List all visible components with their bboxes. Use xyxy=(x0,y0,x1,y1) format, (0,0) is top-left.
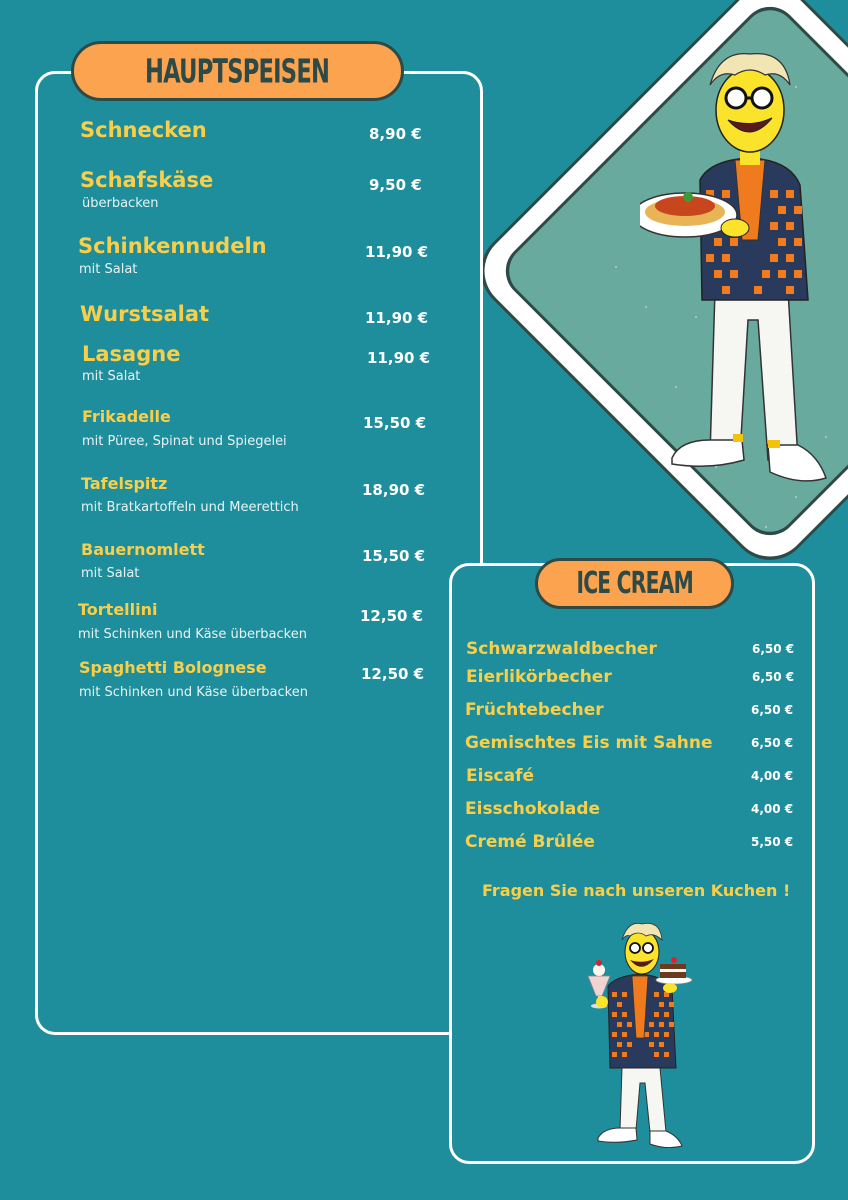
menu-item-description: mit Bratkartoffeln und Meerettich xyxy=(81,500,299,515)
menu-item-price: 15,50 € xyxy=(363,414,427,432)
ice-item-price: 6,50 € xyxy=(752,670,795,684)
menu-item-description: mit Salat xyxy=(81,566,140,581)
menu-item-name: Schinkennudeln xyxy=(78,234,267,258)
ice-item-price: 4,00 € xyxy=(751,769,794,783)
ice-item-name: Früchtebecher xyxy=(465,700,604,720)
menu-item-name: Tortellini xyxy=(78,600,158,619)
ice-item-name: Cremé Brûlée xyxy=(465,832,595,852)
menu-item-name: Wurstsalat xyxy=(80,302,210,326)
menu-item-price: 9,50 € xyxy=(369,176,422,194)
chef-with-sundae-and-cake-icon xyxy=(580,918,700,1148)
ice-item-price: 6,50 € xyxy=(751,703,794,717)
menu-item-description: mit Püree, Spinat und Spiegelei xyxy=(82,434,287,449)
ice-item-price: 6,50 € xyxy=(751,736,794,750)
chef-with-spaghetti-icon xyxy=(640,40,840,490)
menu-item-name: Schnecken xyxy=(80,118,207,142)
menu-item-description: überbacken xyxy=(82,196,159,211)
menu-item-price: 8,90 € xyxy=(369,125,422,143)
menu-item-name: Tafelspitz xyxy=(81,474,168,493)
menu-item-description: mit Schinken und Käse überbacken xyxy=(79,685,308,700)
ice-item-price: 4,00 € xyxy=(751,802,794,816)
ice-cream-title: ICE CREAM xyxy=(576,566,693,601)
menu-item-price: 15,50 € xyxy=(362,547,426,565)
menu-item-description: mit Salat xyxy=(79,262,138,277)
menu-item-price: 11,90 € xyxy=(367,349,431,367)
menu-item-name: Bauernomlett xyxy=(81,540,205,559)
menu-item-name: Spaghetti Bolognese xyxy=(79,658,267,677)
main-dishes-title: HAUPTSPEISEN xyxy=(145,51,330,91)
menu-item-name: Lasagne xyxy=(82,342,181,366)
menu-item-price: 11,90 € xyxy=(365,243,429,261)
ice-item-name: Eiscafé xyxy=(466,766,535,786)
ice-item-name: Schwarzwaldbecher xyxy=(466,639,657,659)
ice-item-name: Gemischtes Eis mit Sahne xyxy=(465,733,713,753)
ice-item-name: Eisschokolade xyxy=(465,799,601,819)
menu-item-price: 12,50 € xyxy=(360,607,424,625)
menu-item-description: mit Schinken und Käse überbacken xyxy=(78,627,307,642)
ice-item-price: 6,50 € xyxy=(752,642,795,656)
cake-note: Fragen Sie nach unseren Kuchen ! xyxy=(482,881,791,900)
main-dishes-header xyxy=(71,41,404,101)
menu-item-price: 11,90 € xyxy=(365,309,429,327)
menu-item-price: 12,50 € xyxy=(361,665,425,683)
ice-cream-header xyxy=(535,558,734,609)
menu-item-name: Schafskäse xyxy=(80,168,214,192)
menu-item-name: Frikadelle xyxy=(82,407,171,426)
menu-item-price: 18,90 € xyxy=(362,481,426,499)
ice-item-price: 5,50 € xyxy=(751,835,794,849)
menu-item-description: mit Salat xyxy=(82,369,141,384)
ice-item-name: Eierlikörbecher xyxy=(466,667,612,687)
